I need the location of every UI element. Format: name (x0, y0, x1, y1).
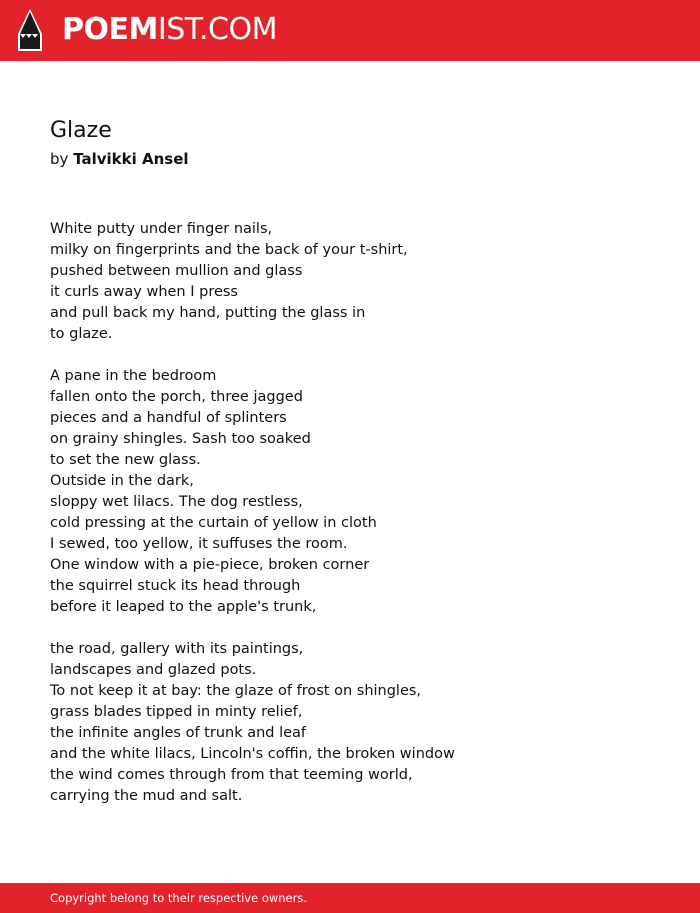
poem-stanza (50, 219, 670, 345)
poem-line: I sewed, too yellow, it suffuses the room. (50, 536, 348, 552)
poem-line: fallen onto the porch, three jagged (50, 389, 303, 405)
poem-line: to glaze. (50, 326, 113, 342)
site-header (0, 0, 700, 61)
site-footer (0, 883, 700, 913)
copyright-text: Copyright belong to their respective owners. (50, 891, 308, 905)
by-label: by (50, 150, 69, 168)
poem-line: the infinite angles of trunk and leaf (50, 725, 307, 741)
poem-line: pieces and a handful of splinters (50, 410, 287, 426)
poem-line: One window with a pie-piece, broken corner (50, 557, 370, 573)
poem-line: it curls away when I press (50, 284, 238, 300)
site-logo[interactable] (62, 12, 277, 48)
poem-line: the road, gallery with its paintings, (50, 641, 304, 657)
poem-line: A pane in the bedroom (50, 368, 217, 384)
poem-line: grass blades tipped in minty relief, (50, 704, 303, 720)
poem-stanza (50, 639, 670, 807)
pencil-tip-icon[interactable] (18, 9, 42, 51)
poem-line: to set the new glass. (50, 452, 201, 468)
poem-line: sloppy wet lilacs. The dog restless, (50, 494, 303, 510)
poem-line: and pull back my hand, putting the glass in (50, 305, 366, 321)
poem-line: landscapes and glazed pots. (50, 662, 257, 678)
poem-line: on grainy shingles. Sash too soaked (50, 431, 311, 447)
poem-line: and the white lilacs, Lincoln's coffin, the broken window (50, 746, 455, 762)
poem-line: pushed between mullion and glass (50, 263, 303, 279)
poem-line: before it leaped to the apple's trunk, (50, 599, 317, 615)
poem-body (50, 219, 670, 828)
poem-line: To not keep it at bay: the glaze of frost on shingles, (50, 683, 422, 699)
poem-line: milky on fingerprints and the back of your t-shirt, (50, 242, 408, 258)
byline (50, 148, 189, 170)
poem-line: cold pressing at the curtain of yellow in cloth (50, 515, 377, 531)
poem-title: Glaze (50, 118, 112, 143)
poem-line: Outside in the dark, (50, 473, 194, 489)
poem-line: the wind comes through from that teeming world, (50, 767, 413, 783)
logo-text-light: IST.COM (157, 12, 277, 47)
poem-line: the squirrel stuck its head through (50, 578, 301, 594)
poem-line: carrying the mud and salt. (50, 788, 243, 804)
poem-stanza (50, 366, 670, 618)
author-name: Talvikki Ansel (73, 150, 189, 168)
logo-text-bold: POEM (62, 12, 158, 47)
poem-line: White putty under finger nails, (50, 221, 273, 237)
